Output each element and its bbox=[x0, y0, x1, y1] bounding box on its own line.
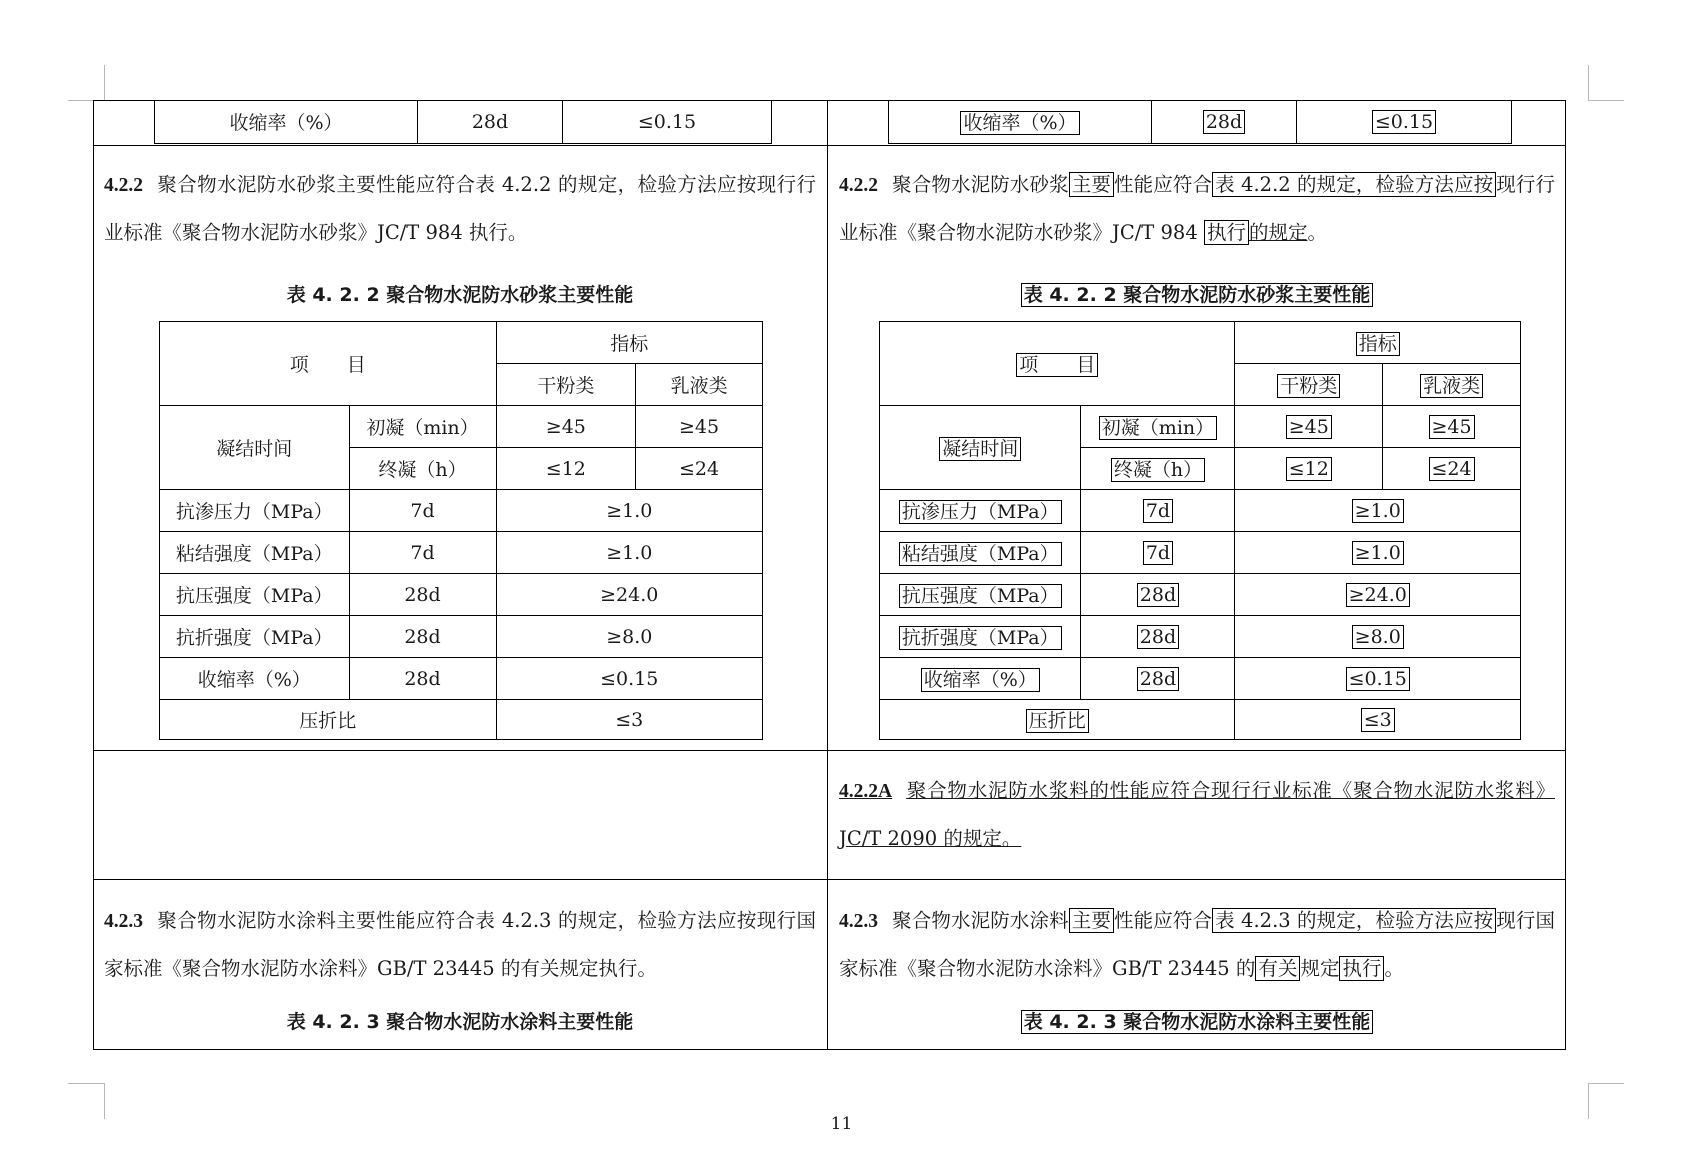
clause-text: 4.2.2A 聚合物水泥防水浆料的性能应符合现行行业标准《聚合物水泥防水浆料》JC/T 2090 的规定。 bbox=[839, 779, 1555, 850]
final-dry: ≤12 bbox=[496, 448, 636, 490]
column-divider bbox=[827, 101, 828, 1049]
clause-423-right bbox=[839, 897, 1555, 992]
row-divider bbox=[94, 145, 1565, 146]
table-row: 抗渗压力（MPa） 7d ≥1.0 bbox=[880, 490, 1521, 532]
clause-422a-right bbox=[839, 767, 1555, 862]
table-row: 抗折强度（MPa） 28d ≥8.0 bbox=[880, 616, 1521, 658]
clause-422-right bbox=[839, 161, 1555, 256]
crop-mark bbox=[68, 1083, 104, 1084]
header-item: 项 目 bbox=[160, 322, 497, 406]
initial-emulsion: ≥45 bbox=[1429, 415, 1475, 439]
setting-time: 凝结时间 bbox=[160, 406, 350, 490]
clause-text: 4.2.2 聚合物水泥防水砂浆 主要 性能应符合 表 4.2.2 的规定，检验方法应按 现行行业标准《聚合物水泥防水砂浆》JC/T 984 执行 的规定。 bbox=[839, 173, 1555, 244]
table-row: 粘结强度（MPa） 7d ≥1.0 bbox=[160, 532, 763, 574]
header-index: 指标 bbox=[1356, 332, 1400, 356]
table-422-right bbox=[879, 321, 1521, 740]
initial-dry: ≥45 bbox=[496, 406, 636, 448]
final-set: 终凝（h） bbox=[349, 448, 496, 490]
shrink-age: 28d bbox=[1203, 110, 1245, 134]
initial-set: 初凝（min） bbox=[1099, 416, 1217, 440]
shrink-label: 收缩率（%） bbox=[960, 111, 1079, 135]
clause-423-left bbox=[104, 897, 816, 992]
clause-text: 4.2.3 聚合物水泥防水涂料 主要 性能应符合 表 4.2.3 的规定，检验方法应按 现行国家标准《聚合物水泥防水涂料》GB/T 23445 的 有关 规定 执行 。 bbox=[839, 909, 1555, 980]
header-dry: 干粉类 bbox=[496, 364, 636, 406]
table-422-left bbox=[159, 321, 763, 740]
header-dry: 干粉类 bbox=[1277, 374, 1340, 398]
prev-table-tail-right bbox=[888, 101, 1512, 144]
row-divider bbox=[94, 750, 1565, 751]
clause-422-left bbox=[104, 161, 816, 256]
final-dry: ≤12 bbox=[1286, 457, 1332, 481]
final-emulsion: ≤24 bbox=[1429, 457, 1475, 481]
prev-table-tail-left bbox=[154, 101, 772, 144]
shrink-label: 收缩率（%） bbox=[155, 101, 418, 143]
table-row: 粘结强度（MPa） 7d ≥1.0 bbox=[880, 532, 1521, 574]
ratio-value: ≤3 bbox=[1361, 708, 1395, 732]
initial-dry: ≥45 bbox=[1286, 415, 1332, 439]
table-row: 收缩率（%） 28d ≤0.15 bbox=[160, 658, 763, 700]
table-caption: 表 4. 2. 3 聚合物水泥防水涂料主要性能 bbox=[839, 1007, 1555, 1034]
initial-emulsion: ≥45 bbox=[636, 406, 763, 448]
ratio-label: 压折比 bbox=[1026, 709, 1089, 733]
ratio-value: ≤3 bbox=[496, 700, 762, 740]
table-row: 抗折强度（MPa） 28d ≥8.0 bbox=[160, 616, 763, 658]
crop-mark bbox=[1588, 1083, 1624, 1084]
setting-time: 凝结时间 bbox=[939, 437, 1021, 461]
table-caption: 表 4. 2. 2 聚合物水泥防水砂浆主要性能 bbox=[286, 284, 634, 306]
shrink-value: ≤0.15 bbox=[1372, 110, 1436, 134]
clause-text: 4.2.3 聚合物水泥防水涂料主要性能应符合表 4.2.3 的规定，检验方法应按现行国家标准《聚合物水泥防水涂料》GB/T 23445 的有关规定执行。 bbox=[104, 909, 816, 980]
table-row: 抗压强度（MPa） 28d ≥24.0 bbox=[160, 574, 763, 616]
shrink-age: 28d bbox=[418, 101, 563, 143]
page-number: 11 bbox=[830, 1114, 853, 1134]
header-emulsion: 乳液类 bbox=[636, 364, 763, 406]
ratio-label: 压折比 bbox=[160, 700, 497, 740]
table-caption: 表 4. 2. 3 聚合物水泥防水涂料主要性能 bbox=[286, 1011, 634, 1033]
final-emulsion: ≤24 bbox=[636, 448, 763, 490]
crop-mark bbox=[1588, 65, 1589, 101]
crop-mark bbox=[1588, 100, 1624, 101]
header-index: 指标 bbox=[496, 322, 762, 364]
initial-set: 初凝（min） bbox=[349, 406, 496, 448]
clause-text: 4.2.2 聚合物水泥防水砂浆主要性能应符合表 4.2.2 的规定，检验方法应按现行行业标准《聚合物水泥防水砂浆》JC/T 984 执行。 bbox=[104, 173, 816, 244]
table-row: 抗压强度（MPa） 28d ≥24.0 bbox=[880, 574, 1521, 616]
comparison-table bbox=[93, 100, 1566, 1050]
header-emulsion: 乳液类 bbox=[1420, 374, 1483, 398]
final-set: 终凝（h） bbox=[1111, 458, 1205, 482]
row-divider bbox=[94, 879, 1565, 880]
table-row: 抗渗压力（MPa） 7d ≥1.0 bbox=[160, 490, 763, 532]
crop-mark bbox=[104, 65, 105, 101]
shrink-value: ≤0.15 bbox=[563, 101, 772, 143]
header-item: 项 目 bbox=[1016, 353, 1098, 377]
table-caption: 表 4. 2. 2 聚合物水泥防水砂浆主要性能 bbox=[839, 280, 1555, 307]
table-row: 收缩率（%） 28d ≤0.15 bbox=[880, 658, 1521, 700]
